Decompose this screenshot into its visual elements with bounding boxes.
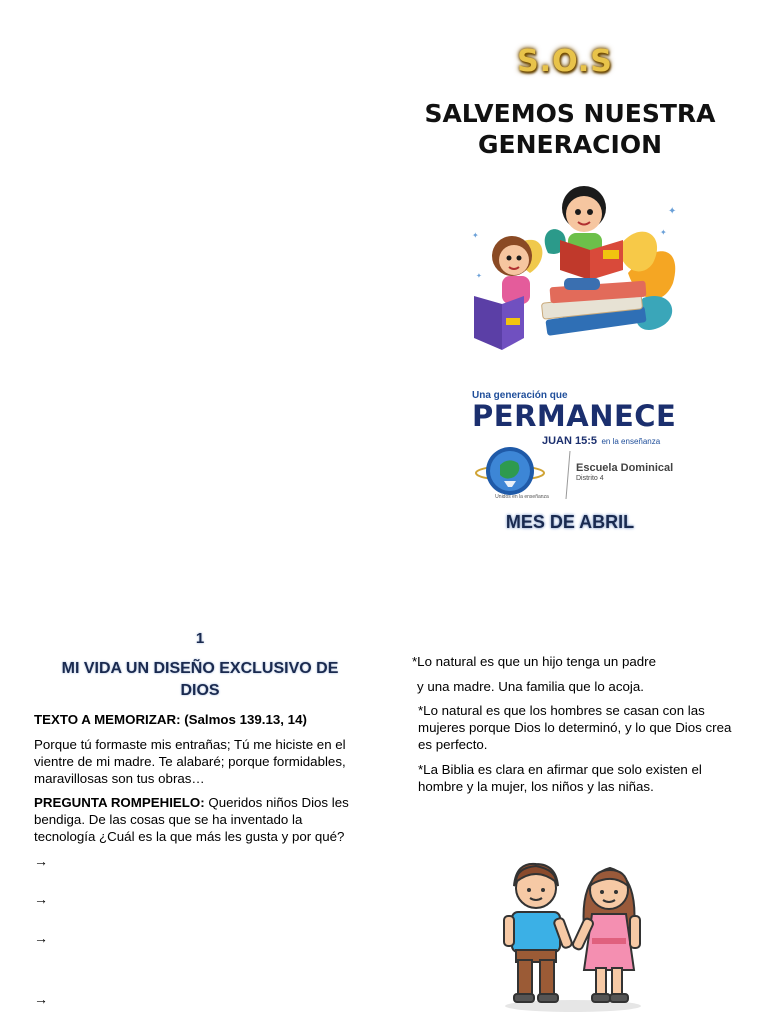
note-line-2: y una madre. Una familia que lo acoja. bbox=[417, 679, 644, 694]
svg-text:✦: ✦ bbox=[472, 231, 479, 240]
logo-ref: JUAN 15:5 bbox=[542, 435, 598, 447]
month-title: MES DE ABRIL bbox=[505, 512, 635, 532]
answer-arrow-3: → bbox=[34, 930, 48, 946]
cover-title bbox=[400, 98, 740, 160]
answer-arrow-2: → bbox=[34, 891, 48, 907]
memory-verse: Porque tú formaste mis entrañas; Tú me hiciste en el vientre de mi madre. Te alabaré; porque formidables, maravillosas son tus obras… bbox=[34, 737, 346, 786]
permanece-logo bbox=[472, 390, 677, 449]
logo-tagline: Una generación que bbox=[472, 390, 568, 401]
cover-title-line1: SALVEMOS NUESTRA bbox=[424, 99, 716, 128]
note-paragraph-2: *Lo natural es que los hombres se casan con las mujeres porque Dios lo determinó, y lo que Dios crea es perfecto. bbox=[418, 703, 732, 752]
icebreaker-text: Queridos niños Dios les bendiga. De las cosas que se ha inventado la tecnología ¿Cuál es la que más les gusta y por qué? bbox=[34, 795, 349, 844]
memorize-ref: : (Salmos 139.13, 14) bbox=[176, 712, 307, 727]
lesson-number: 1 bbox=[195, 630, 205, 647]
lesson-title-line2: DIOS bbox=[180, 682, 220, 699]
svg-text:✦: ✦ bbox=[476, 273, 482, 280]
note-paragraph-3: *La Biblia es clara en afirmar que solo existen el hombre y la mujer, los niños y las niñas. bbox=[418, 762, 702, 794]
kids-reading-illustration bbox=[468, 178, 688, 358]
boy-girl-illustration bbox=[498, 858, 648, 1014]
answer-arrow-4: → bbox=[34, 991, 48, 1007]
district-label: Distrito 4 bbox=[576, 475, 604, 482]
logo-sub: en la enseñanza bbox=[601, 437, 661, 446]
svg-text:✦: ✦ bbox=[660, 228, 667, 237]
svg-text:✦: ✦ bbox=[668, 206, 677, 217]
memorize-label: TEXTO A MEMORIZAR bbox=[34, 712, 177, 727]
icebreaker bbox=[34, 794, 366, 845]
logo-word: PERMANECE bbox=[472, 399, 677, 433]
school-name: Escuela Dominical bbox=[576, 462, 674, 474]
memorize-heading bbox=[34, 711, 364, 728]
answer-arrow-1: → bbox=[34, 853, 48, 869]
lesson-title-line1: MI VIDA UN DISEÑO EXCLUSIVO DE bbox=[61, 660, 339, 677]
lesson-title bbox=[40, 658, 360, 702]
icebreaker-label: PREGUNTA ROMPEHIELO: bbox=[34, 795, 205, 810]
cover-title-line2: GENERACION bbox=[477, 130, 663, 159]
note-line-1: *Lo natural es que un hijo tenga un padre bbox=[412, 654, 656, 669]
seal-caption: Unidos en la enseñanza bbox=[495, 494, 549, 500]
sos-badge: S.O.S bbox=[517, 44, 613, 79]
